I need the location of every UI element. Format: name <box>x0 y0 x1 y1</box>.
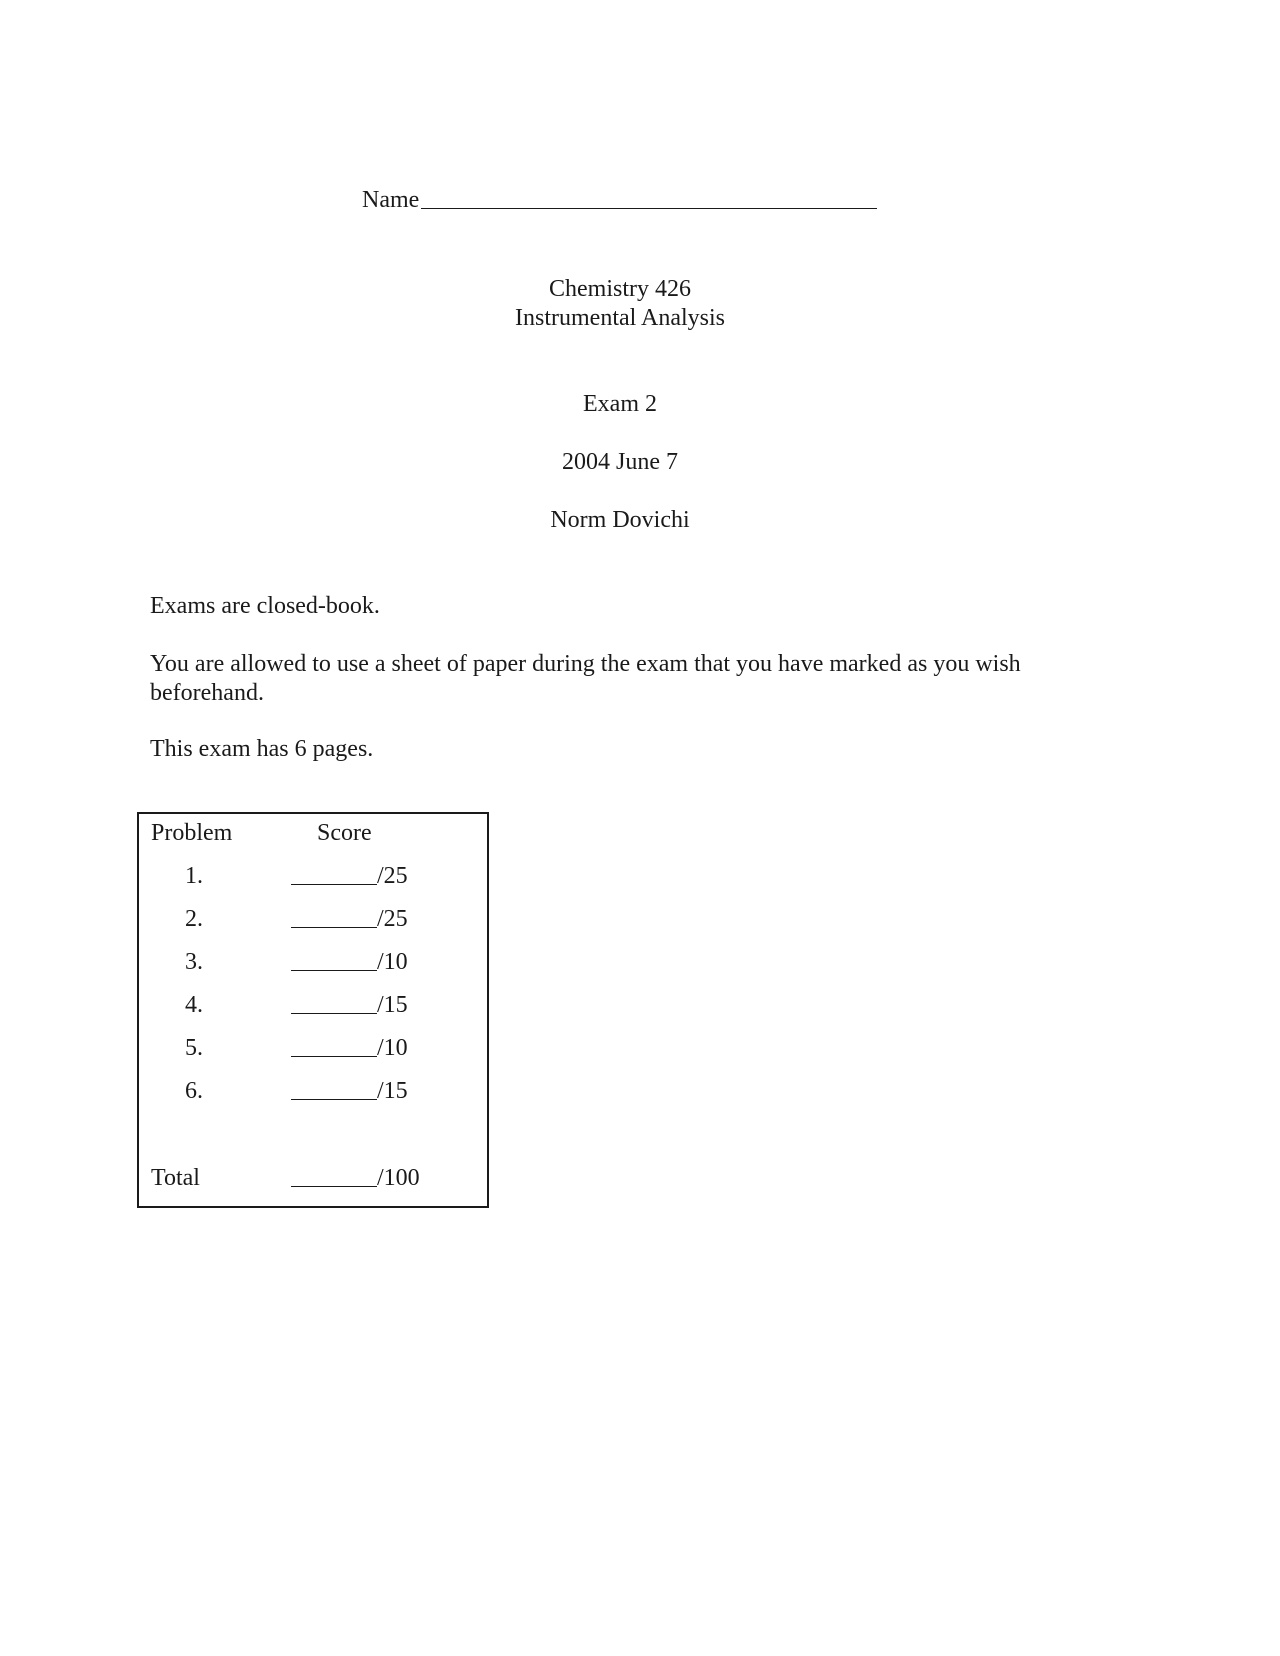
course-title: Chemistry 426 <box>549 276 691 302</box>
instructor-name: Norm Dovichi <box>550 507 690 533</box>
exam-label: Exam 2 <box>583 391 657 417</box>
name-field[interactable] <box>362 186 877 215</box>
score-entry[interactable] <box>291 991 408 1020</box>
score-blank-line[interactable] <box>291 1056 377 1057</box>
instruction-closed-book: Exams are closed-book. <box>150 593 380 619</box>
total-blank-line[interactable] <box>291 1186 377 1187</box>
problem-number: 3. <box>185 949 203 975</box>
instruction-page-count: This exam has 6 pages. <box>150 736 374 762</box>
problem-number: 5. <box>185 1035 203 1061</box>
header-score: Score <box>317 820 372 846</box>
score-table <box>137 812 489 1208</box>
instruction-sheet-line2: beforehand. <box>150 680 264 706</box>
problem-number: 2. <box>185 906 203 932</box>
score-blank-line[interactable] <box>291 927 377 928</box>
instruction-sheet-line1: You are allowed to use a sheet of paper during the exam that you have marked as you wish <box>150 651 1021 677</box>
problem-number: 4. <box>185 992 203 1018</box>
exam-date: 2004 June 7 <box>562 449 678 475</box>
score-blank-line[interactable] <box>291 1013 377 1014</box>
max-points: /25 <box>377 863 408 889</box>
total-label: Total <box>151 1165 200 1191</box>
problem-number: 6. <box>185 1078 203 1104</box>
score-blank-line[interactable] <box>291 1099 377 1100</box>
name-blank-line[interactable] <box>421 208 877 209</box>
score-entry[interactable] <box>291 1077 408 1106</box>
problem-number: 1. <box>185 863 203 889</box>
max-points: /25 <box>377 906 408 932</box>
total-max-points: /100 <box>377 1165 420 1191</box>
header-problem: Problem <box>151 820 233 846</box>
course-subtitle: Instrumental Analysis <box>515 305 725 331</box>
max-points: /15 <box>377 1078 408 1104</box>
score-entry[interactable] <box>291 1034 408 1063</box>
score-blank-line[interactable] <box>291 884 377 885</box>
score-entry[interactable] <box>291 862 408 891</box>
score-entry[interactable] <box>291 905 408 934</box>
max-points: /15 <box>377 992 408 1018</box>
name-label: Name <box>362 187 420 213</box>
total-score-entry[interactable] <box>291 1164 420 1193</box>
score-blank-line[interactable] <box>291 970 377 971</box>
score-entry[interactable] <box>291 948 408 977</box>
max-points: /10 <box>377 949 408 975</box>
max-points: /10 <box>377 1035 408 1061</box>
